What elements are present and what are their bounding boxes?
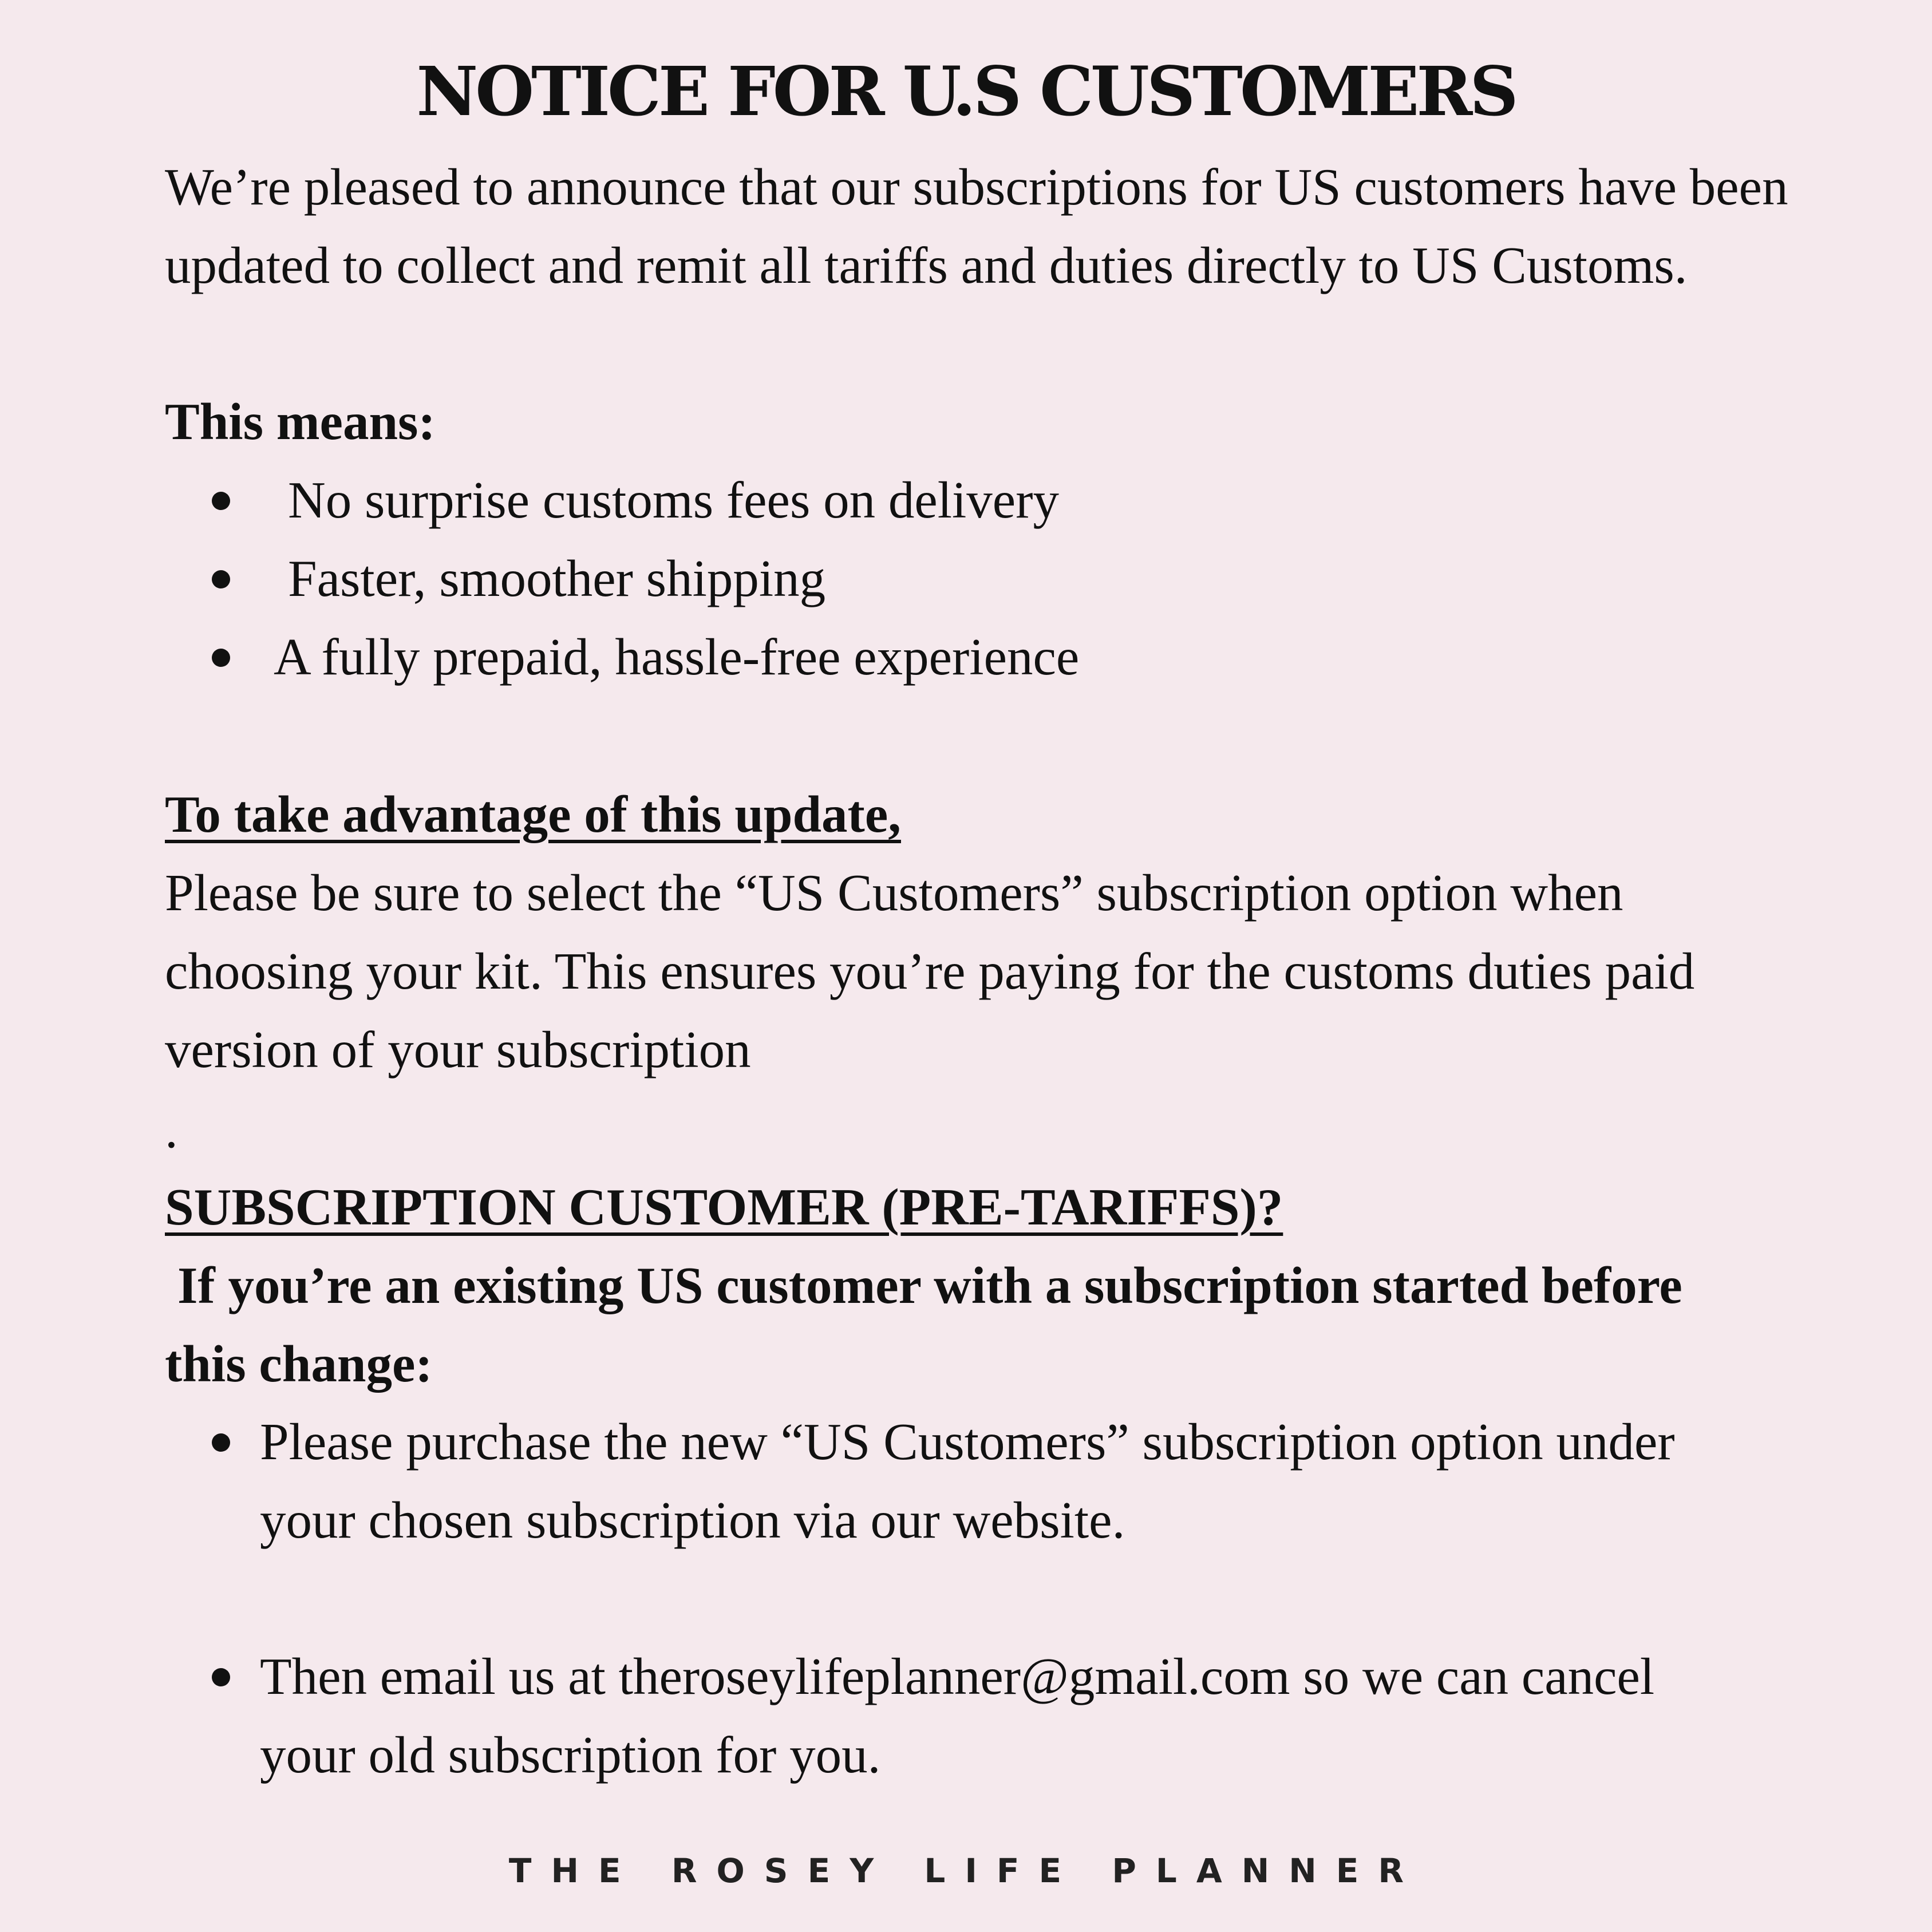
bullet-icon (212, 1668, 230, 1686)
means-label: This means: (165, 393, 436, 451)
separator-period: . (165, 1101, 178, 1159)
bullet-icon (212, 1433, 230, 1452)
bullet-icon (212, 570, 230, 588)
benefit-text: A fully prepaid, hassle-free experience (274, 628, 1080, 686)
step-text: Then email us at theroseylifeplanner@gmail.com so we can cancel your old subscription for you. (260, 1647, 1655, 1784)
benefit-text: No surprise customs fees on delivery (288, 471, 1060, 529)
intro-paragraph: We’re pleased to announce that our subscriptions for US customers have been updated to collect and remit all tariffs and duties directly to US Customs. (165, 158, 1788, 294)
subscription-heading: SUBSCRIPTION CUSTOMER (PRE-TARIFFS)? (165, 1178, 1283, 1236)
existing-customer-text (165, 1246, 1710, 1403)
existing-customer-label: If you’re an existing US customer with a subscription started before this change: (165, 1257, 1682, 1393)
brand-footer: THE ROSEY LIFE PLANNER (508, 1851, 1424, 1890)
bullet-icon (212, 492, 230, 510)
advantage-paragraph: Please be sure to select the “US Customers” subscription option when choosing your kit. This ensures you’re paying for the customs duties paid version of your subscription (165, 864, 1695, 1078)
step-text: Please purchase the new “US Customers” subscription option under your chosen subscription via our website. (260, 1413, 1675, 1549)
bullet-icon (212, 649, 230, 667)
benefit-text: Faster, smoother shipping (288, 550, 826, 607)
page-title: NOTICE FOR U.S CUSTOMERS (416, 52, 1516, 131)
advantage-heading: To take advantage of this update, (165, 785, 901, 843)
